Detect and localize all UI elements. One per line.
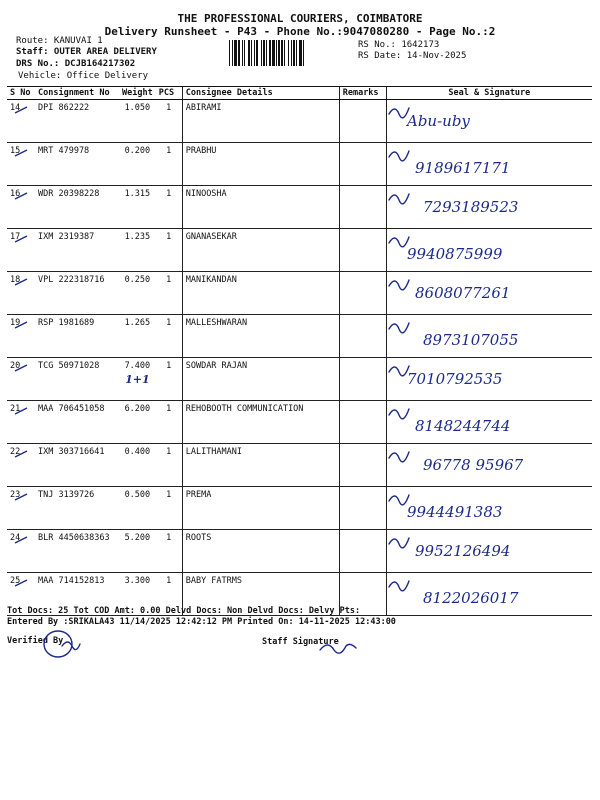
row-consignee-text: SOWDAR RAJAN <box>185 361 248 371</box>
handwritten-signature <box>387 485 600 527</box>
row-weight-text: 7.400 <box>124 361 151 371</box>
signature-scribble <box>389 151 409 161</box>
row-remarks <box>339 315 386 358</box>
row-consignee <box>182 487 339 530</box>
row-pcs-text: 1 <box>166 404 172 414</box>
row-consignment-text: MRT 479978 <box>38 146 90 156</box>
row-signature <box>386 315 592 358</box>
staff-signature <box>318 640 358 656</box>
row-pcs <box>156 358 183 401</box>
row-sno <box>7 487 35 530</box>
table-row <box>7 229 592 272</box>
row-consignee <box>182 315 339 358</box>
signature-text: 9189617171 <box>414 159 511 177</box>
row-signature <box>386 100 592 143</box>
signature-scribble <box>389 366 409 376</box>
col-remarks: Remarks <box>339 87 386 100</box>
row-consignee-text: GNANASEKAR <box>185 232 237 242</box>
row-consignment-text: IXM 303716641 <box>38 447 105 457</box>
row-sno <box>7 444 35 487</box>
row-sno <box>7 100 35 143</box>
row-consignment-text: IXM 2319387 <box>38 232 95 242</box>
signature-text: 8122026017 <box>422 589 519 607</box>
row-sno <box>7 229 35 272</box>
signature-scribble <box>389 280 409 290</box>
row-signature <box>386 143 592 186</box>
barcode-bar <box>248 40 250 66</box>
signature-text: 96778 95967 <box>422 456 523 474</box>
barcode-bar <box>254 40 255 66</box>
barcode-bar <box>251 40 252 66</box>
barcode-bar <box>288 40 289 66</box>
col-consignment: Consignment No <box>35 87 119 100</box>
check-mark-icon <box>14 278 28 286</box>
signature-text: 7010792535 <box>406 370 503 388</box>
row-consignee <box>182 358 339 401</box>
row-pcs <box>156 143 183 186</box>
signature-scribble <box>389 538 409 548</box>
check-mark-icon <box>14 106 28 114</box>
row-weight <box>119 444 156 487</box>
row-sno-text: 18 <box>10 275 21 285</box>
table-row <box>7 272 592 315</box>
route-info: Route: KANUVAI 1 <box>16 36 103 46</box>
row-consignee-text: BABY FATRMS <box>185 576 243 586</box>
signature-scribble <box>389 452 409 462</box>
row-remarks <box>339 100 386 143</box>
row-pcs-text: 1 <box>166 146 172 156</box>
row-remarks <box>339 272 386 315</box>
row-weight-text: 1.235 <box>124 232 151 242</box>
row-consignee <box>182 143 339 186</box>
row-pcs-text: 1 <box>166 361 172 371</box>
row-pcs <box>156 401 183 444</box>
rs-info <box>358 40 466 62</box>
row-consignment <box>35 229 119 272</box>
row-note: 1+1 <box>125 373 150 386</box>
handwritten-signature <box>387 571 600 613</box>
barcode-bar <box>272 40 275 66</box>
row-consignee <box>182 100 339 143</box>
row-pcs-text: 1 <box>166 189 172 199</box>
totals-line: Tot Docs: 25 Tot COD Amt: 0.00 Delvd Docs: Non Delvd Docs: Delvy Pts: <box>7 606 361 616</box>
barcode-bar <box>296 40 297 66</box>
row-remarks <box>339 143 386 186</box>
barcode-bar <box>244 40 245 66</box>
handwritten-signature <box>387 227 600 269</box>
table-row <box>7 444 592 487</box>
row-remarks <box>339 401 386 444</box>
row-pcs-text: 1 <box>166 275 172 285</box>
handwritten-signature <box>387 442 600 484</box>
row-consignment-text: VPL 222318716 <box>38 275 105 285</box>
row-consignee-text: ROOTS <box>185 533 212 543</box>
row-sno <box>7 186 35 229</box>
signature-text: 9944491383 <box>406 503 503 521</box>
barcode-bar <box>266 40 267 66</box>
signature-scribble <box>389 237 409 247</box>
runsheet-table <box>7 86 592 616</box>
row-signature <box>386 401 592 444</box>
col-consignee: Consignee Details <box>182 87 339 100</box>
row-consignment <box>35 186 119 229</box>
entered-line: Entered By :SRIKALA43 11/14/2025 12:42:12 PM Printed On: 14-11-2025 12:43:00 <box>7 617 396 627</box>
row-pcs-text: 1 <box>166 533 172 543</box>
row-pcs-text: 1 <box>166 576 172 586</box>
barcode-bar <box>303 40 304 66</box>
row-consignment <box>35 100 119 143</box>
row-weight <box>119 100 156 143</box>
row-signature <box>386 229 592 272</box>
signature-text: 9952126494 <box>414 542 511 560</box>
row-weight <box>119 272 156 315</box>
row-sno-text: 20 <box>10 361 21 371</box>
check-mark-icon <box>14 364 28 372</box>
row-sno <box>7 530 35 573</box>
row-pcs-text: 1 <box>166 447 172 457</box>
handwritten-signature <box>387 313 600 355</box>
row-weight-text: 0.200 <box>124 146 151 156</box>
row-consignment-text: RSP 1981689 <box>38 318 95 328</box>
row-sno-text: 14 <box>10 103 21 113</box>
signature-scribble <box>389 581 409 591</box>
row-pcs <box>156 444 183 487</box>
row-consignment <box>35 401 119 444</box>
row-signature <box>386 272 592 315</box>
row-consignee <box>182 530 339 573</box>
handwritten-signature <box>387 356 600 398</box>
handwritten-signature <box>387 141 600 183</box>
row-sno-text: 25 <box>10 576 21 586</box>
row-weight-text: 0.500 <box>124 490 151 500</box>
row-weight <box>119 487 156 530</box>
row-remarks <box>339 487 386 530</box>
runsheet-subtitle: Delivery Runsheet - P43 - Phone No.:9047080280 - Page No.:2 <box>104 25 496 38</box>
check-mark-icon <box>14 235 28 243</box>
check-mark-icon <box>14 536 28 544</box>
handwritten-signature <box>387 528 600 570</box>
table-row <box>7 315 592 358</box>
barcode-bar <box>293 40 295 66</box>
row-weight <box>119 358 156 401</box>
row-consignment <box>35 315 119 358</box>
row-sno <box>7 315 35 358</box>
row-weight-text: 1.315 <box>124 189 151 199</box>
row-remarks <box>339 530 386 573</box>
row-pcs <box>156 315 183 358</box>
row-pcs-text: 1 <box>166 103 172 113</box>
table-row <box>7 358 592 401</box>
row-weight <box>119 401 156 444</box>
barcode-bar <box>256 40 258 66</box>
row-sno-text: 15 <box>10 146 21 156</box>
table-row <box>7 100 592 143</box>
row-consignment <box>35 487 119 530</box>
row-weight-text: 0.250 <box>124 275 151 285</box>
row-consignee-text: ABIRAMI <box>185 103 222 113</box>
barcode-bar <box>269 40 271 66</box>
handwritten-signature <box>387 184 600 226</box>
barcode-bar <box>263 40 265 66</box>
barcode-bar <box>234 40 237 66</box>
col-pcs: PCS <box>156 87 183 100</box>
row-weight <box>119 186 156 229</box>
check-mark-icon <box>14 321 28 329</box>
barcode-bar <box>238 40 240 66</box>
row-sno <box>7 358 35 401</box>
barcode-bar <box>229 40 230 66</box>
row-sno-text: 22 <box>10 447 21 457</box>
signature-text: Abu-uby <box>406 112 470 130</box>
check-mark-icon <box>14 192 28 200</box>
row-consignee <box>182 401 339 444</box>
col-signature: Seal & Signature <box>386 87 592 100</box>
row-pcs <box>156 229 183 272</box>
row-consignment <box>35 358 119 401</box>
row-consignment <box>35 530 119 573</box>
check-mark-icon <box>14 579 28 587</box>
barcode-bar <box>299 40 302 66</box>
row-signature <box>386 444 592 487</box>
barcode-bar <box>291 40 292 66</box>
row-sno-text: 21 <box>10 404 21 414</box>
table-row <box>7 530 592 573</box>
row-weight <box>119 143 156 186</box>
row-consignee <box>182 272 339 315</box>
row-pcs <box>156 530 183 573</box>
row-weight <box>119 229 156 272</box>
row-sno <box>7 143 35 186</box>
col-sno: S No <box>7 87 35 100</box>
signature-text: 8608077261 <box>414 284 511 302</box>
row-consignment-text: DPI 862222 <box>38 103 90 113</box>
barcode-bar <box>284 40 285 66</box>
row-signature <box>386 358 592 401</box>
row-sno <box>7 272 35 315</box>
barcode <box>228 40 354 66</box>
row-consignment <box>35 143 119 186</box>
row-consignee-text: NINOOSHA <box>185 189 227 199</box>
check-mark-icon <box>14 407 28 415</box>
row-remarks <box>339 358 386 401</box>
barcode-bar <box>281 40 283 66</box>
signature-text: 7293189523 <box>422 198 519 216</box>
staff-info: Staff: OUTER AREA DELIVERY <box>16 47 157 57</box>
rs-date: RS Date: 14-Nov-2025 <box>358 51 467 61</box>
row-sno <box>7 401 35 444</box>
row-consignee-text: MALLESHWARAN <box>185 318 248 328</box>
row-consignment-text: WDR 20398228 <box>38 189 100 199</box>
row-consignee <box>182 444 339 487</box>
row-pcs <box>156 100 183 143</box>
handwritten-signature <box>387 270 600 312</box>
table-row <box>7 186 592 229</box>
row-weight-text: 1.265 <box>124 318 151 328</box>
row-remarks <box>339 229 386 272</box>
row-consignee <box>182 229 339 272</box>
row-consignment-text: TNJ 3139726 <box>38 490 95 500</box>
row-pcs <box>156 487 183 530</box>
table-row <box>7 143 592 186</box>
row-weight <box>119 530 156 573</box>
drs-info: DRS No.: DCJB164217302 <box>16 59 136 69</box>
row-consignment-text: BLR 4450638363 <box>38 533 110 543</box>
barcode-bar <box>261 40 262 66</box>
signature-scribble <box>389 194 409 204</box>
row-weight <box>119 315 156 358</box>
barcode-bar <box>232 40 233 66</box>
verified-signature <box>40 628 90 660</box>
row-pcs-text: 1 <box>166 490 172 500</box>
row-weight-text: 0.400 <box>124 447 151 457</box>
runsheet-title: THE PROFESSIONAL COURIERS, COIMBATORE <box>177 12 423 25</box>
row-pcs-text: 1 <box>166 318 172 328</box>
row-signature <box>386 186 592 229</box>
row-weight-text: 5.200 <box>124 533 151 543</box>
row-consignment-text: MAA 706451058 <box>38 404 105 414</box>
row-signature <box>386 530 592 573</box>
signature-scribble <box>389 495 409 505</box>
table-row <box>7 487 592 530</box>
row-consignee-text: PREMA <box>185 490 212 500</box>
row-pcs-text: 1 <box>166 232 172 242</box>
row-consignee-text: REHOBOOTH COMMUNICATION <box>185 404 304 414</box>
row-remarks <box>339 444 386 487</box>
row-consignee-text: PRABHU <box>185 146 217 156</box>
row-signature <box>386 573 592 616</box>
row-consignment <box>35 272 119 315</box>
handwritten-signature <box>387 399 600 441</box>
check-mark-icon <box>14 493 28 501</box>
check-mark-icon <box>14 450 28 458</box>
row-sno-text: 17 <box>10 232 21 242</box>
row-signature <box>386 487 592 530</box>
rs-number: RS No.: 1642173 <box>358 40 440 50</box>
row-consignment-text: TCG 50971028 <box>38 361 100 371</box>
signature-text: 8973107055 <box>422 331 519 349</box>
row-sno-text: 23 <box>10 490 21 500</box>
vehicle-info: Vehicle: Office Delivery <box>18 71 149 81</box>
row-pcs <box>156 272 183 315</box>
row-consignee-text: LALITHAMANI <box>185 447 243 457</box>
signature-scribble <box>389 108 409 118</box>
row-remarks <box>339 186 386 229</box>
signature-text: 8148244744 <box>414 417 511 435</box>
barcode-bar <box>242 40 243 66</box>
row-consignment <box>35 444 119 487</box>
handwritten-signature <box>387 98 600 140</box>
signature-scribble <box>389 409 409 419</box>
row-weight-text: 1.050 <box>124 103 151 113</box>
row-sno-text: 19 <box>10 318 21 328</box>
row-consignee <box>182 186 339 229</box>
row-consignment-text: MAA 714152813 <box>38 576 105 586</box>
check-mark-icon <box>14 149 28 157</box>
verified-label: Verified By <box>7 636 64 646</box>
barcode-bar <box>278 40 280 66</box>
table-row <box>7 401 592 444</box>
signature-text: 9940875999 <box>406 245 503 263</box>
staff-signature-label: Staff Signature <box>262 637 339 647</box>
row-weight-text: 6.200 <box>124 404 151 414</box>
row-sno-text: 16 <box>10 189 21 199</box>
row-sno-text: 24 <box>10 533 21 543</box>
row-pcs <box>156 186 183 229</box>
col-weight: Weight <box>119 87 156 100</box>
signature-scribble <box>389 323 409 333</box>
row-consignee-text: MANIKANDAN <box>185 275 237 285</box>
barcode-bar <box>276 40 277 66</box>
row-weight-text: 3.300 <box>124 576 151 586</box>
